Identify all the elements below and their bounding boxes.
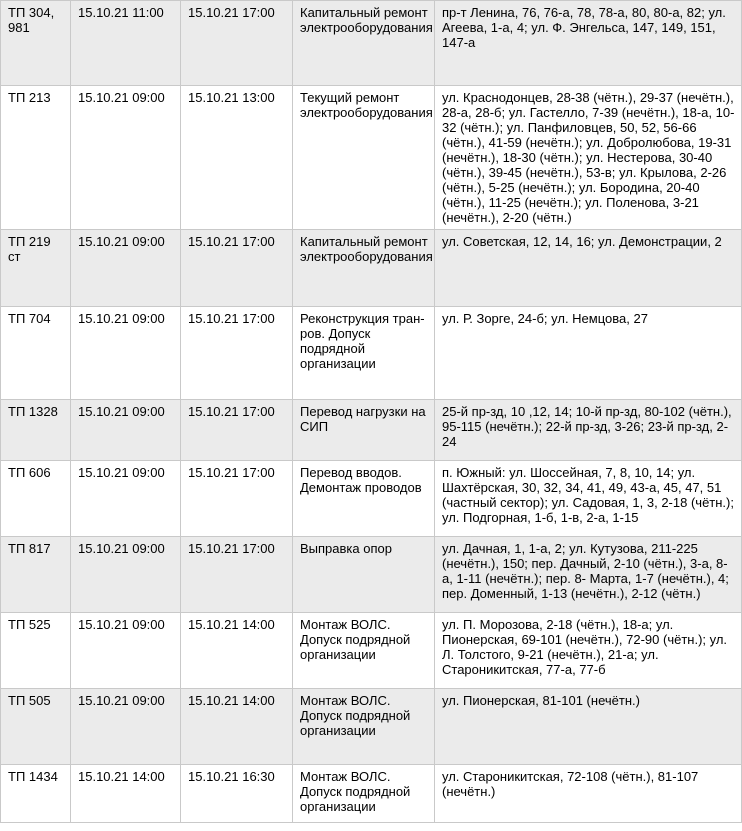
outage-table-row [1, 765, 742, 823]
start-datetime-cell: 15.10.21 09:00 [71, 537, 181, 613]
start-datetime-cell: 15.10.21 11:00 [71, 1, 181, 86]
outage-table-row [1, 307, 742, 400]
addresses-cell: ул. Р. Зорге, 24-б; ул. Немцова, 27 [435, 307, 742, 400]
substation-id-cell: ТП 817 [1, 537, 71, 613]
end-datetime-cell: 15.10.21 16:30 [181, 765, 293, 823]
outage-table-row [1, 230, 742, 307]
start-datetime-cell: 15.10.21 09:00 [71, 230, 181, 307]
addresses-cell: 25-й пр-зд, 10 ,12, 14; 10-й пр-зд, 80-102 (чётн.), 95-115 (нечётн.); 22-й пр-зд, 3-26; 23-й пр-зд, 2-24 [435, 400, 742, 461]
work-type-cell: Выправка опор [293, 537, 435, 613]
substation-id-cell: ТП 213 [1, 86, 71, 230]
addresses-cell: ул. Советская, 12, 14, 16; ул. Демонстрации, 2 [435, 230, 742, 307]
work-type-cell: Перевод вводов. Демонтаж проводов [293, 461, 435, 537]
substation-id-cell: ТП 1328 [1, 400, 71, 461]
work-type-cell: Перевод нагрузки на СИП [293, 400, 435, 461]
end-datetime-cell: 15.10.21 13:00 [181, 86, 293, 230]
outage-table-row [1, 1, 742, 86]
addresses-cell: ул. П. Морозова, 2-18 (чётн.), 18-а; ул. Пионерская, 69-101 (нечётн.), 72-90 (чётн.); ул. Л. Толстого, 9-21 (нечётн.), 21-а; ул. Староникитская, 77-а, 77-б [435, 613, 742, 689]
substation-id-cell: ТП 606 [1, 461, 71, 537]
start-datetime-cell: 15.10.21 09:00 [71, 86, 181, 230]
work-type-cell: Монтаж ВОЛС. Допуск подрядной организации [293, 765, 435, 823]
work-type-cell: Монтаж ВОЛС. Допуск подрядной организации [293, 689, 435, 765]
work-type-cell: Реконструкция тран-ров. Допуск подрядной организации [293, 307, 435, 400]
outage-table-row [1, 689, 742, 765]
substation-id-cell: ТП 304, 981 [1, 1, 71, 86]
addresses-cell: п. Южный: ул. Шоссейная, 7, 8, 10, 14; ул. Шахтёрская, 30, 32, 34, 41, 49, 43-а, 45, 47, 51 (частный сектор); ул. Садовая, 1, 3, 2-18 (чётн.); ул. Подгорная, 1-б, 1-в, 2-а, 1-15 [435, 461, 742, 537]
work-type-cell: Капитальный ремонт электрооборудования [293, 230, 435, 307]
start-datetime-cell: 15.10.21 09:00 [71, 613, 181, 689]
end-datetime-cell: 15.10.21 17:00 [181, 537, 293, 613]
end-datetime-cell: 15.10.21 17:00 [181, 1, 293, 86]
start-datetime-cell: 15.10.21 09:00 [71, 689, 181, 765]
substation-id-cell: ТП 1434 [1, 765, 71, 823]
outage-table-row [1, 400, 742, 461]
substation-id-cell: ТП 505 [1, 689, 71, 765]
work-type-cell: Монтаж ВОЛС. Допуск подрядной организации [293, 613, 435, 689]
end-datetime-cell: 15.10.21 14:00 [181, 689, 293, 765]
addresses-cell: ул. Краснодонцев, 28-38 (чётн.), 29-37 (нечётн.), 28-а, 28-б; ул. Гастелло, 7-39 (нечётн.), 18-а, 10-32 (чётн.); ул. Панфиловцев, 50, 52, 56-66 (чётн.), 41-59 (нечётн.); ул. Добролюбова, 19-31 (нечётн.), 18-30 (чётн.); ул. Нестерова, 30-40 (чётн.), 39-45 (нечётн.), 53-в; ул. Крылова, 2-26 (чётн.), 5-25 (нечётн.); ул. Бородина, 20-40 (чётн.), 11-25 (нечётн.); ул. Поленова, 3-21 (нечётн.), 2-20 (чётн.) [435, 86, 742, 230]
start-datetime-cell: 15.10.21 09:00 [71, 400, 181, 461]
outage-table-row [1, 461, 742, 537]
outage-table-row [1, 613, 742, 689]
end-datetime-cell: 15.10.21 17:00 [181, 230, 293, 307]
addresses-cell: ул. Пионерская, 81-101 (нечётн.) [435, 689, 742, 765]
end-datetime-cell: 15.10.21 14:00 [181, 613, 293, 689]
outage-table-row [1, 86, 742, 230]
substation-id-cell: ТП 219 ст [1, 230, 71, 307]
end-datetime-cell: 15.10.21 17:00 [181, 461, 293, 537]
substation-id-cell: ТП 704 [1, 307, 71, 400]
work-type-cell: Текущий ремонт электрооборудования [293, 86, 435, 230]
addresses-cell: пр-т Ленина, 76, 76-а, 78, 78-а, 80, 80-а, 82; ул. Агеева, 1-а, 4; ул. Ф. Энгельса, 147, 149, 151, 147-а [435, 1, 742, 86]
start-datetime-cell: 15.10.21 09:00 [71, 307, 181, 400]
addresses-cell: ул. Дачная, 1, 1-а, 2; ул. Кутузова, 211-225 (нечётн.), 150; пер. Дачный, 2-10 (чётн.), 3-а, 8-а, 1-11 (нечётн.); пер. 8- Марта, 1-7 (нечётн.), 4; пер. Доменный, 1-13 (нечётн.), 2-12 (чётн.) [435, 537, 742, 613]
substation-id-cell: ТП 525 [1, 613, 71, 689]
end-datetime-cell: 15.10.21 17:00 [181, 307, 293, 400]
outage-schedule-table-body [1, 1, 742, 823]
work-type-cell: Капитальный ремонт электрооборудования [293, 1, 435, 86]
end-datetime-cell: 15.10.21 17:00 [181, 400, 293, 461]
outage-table-row [1, 537, 742, 613]
addresses-cell: ул. Староникитская, 72-108 (чётн.), 81-107 (нечётн.) [435, 765, 742, 823]
start-datetime-cell: 15.10.21 09:00 [71, 461, 181, 537]
start-datetime-cell: 15.10.21 14:00 [71, 765, 181, 823]
